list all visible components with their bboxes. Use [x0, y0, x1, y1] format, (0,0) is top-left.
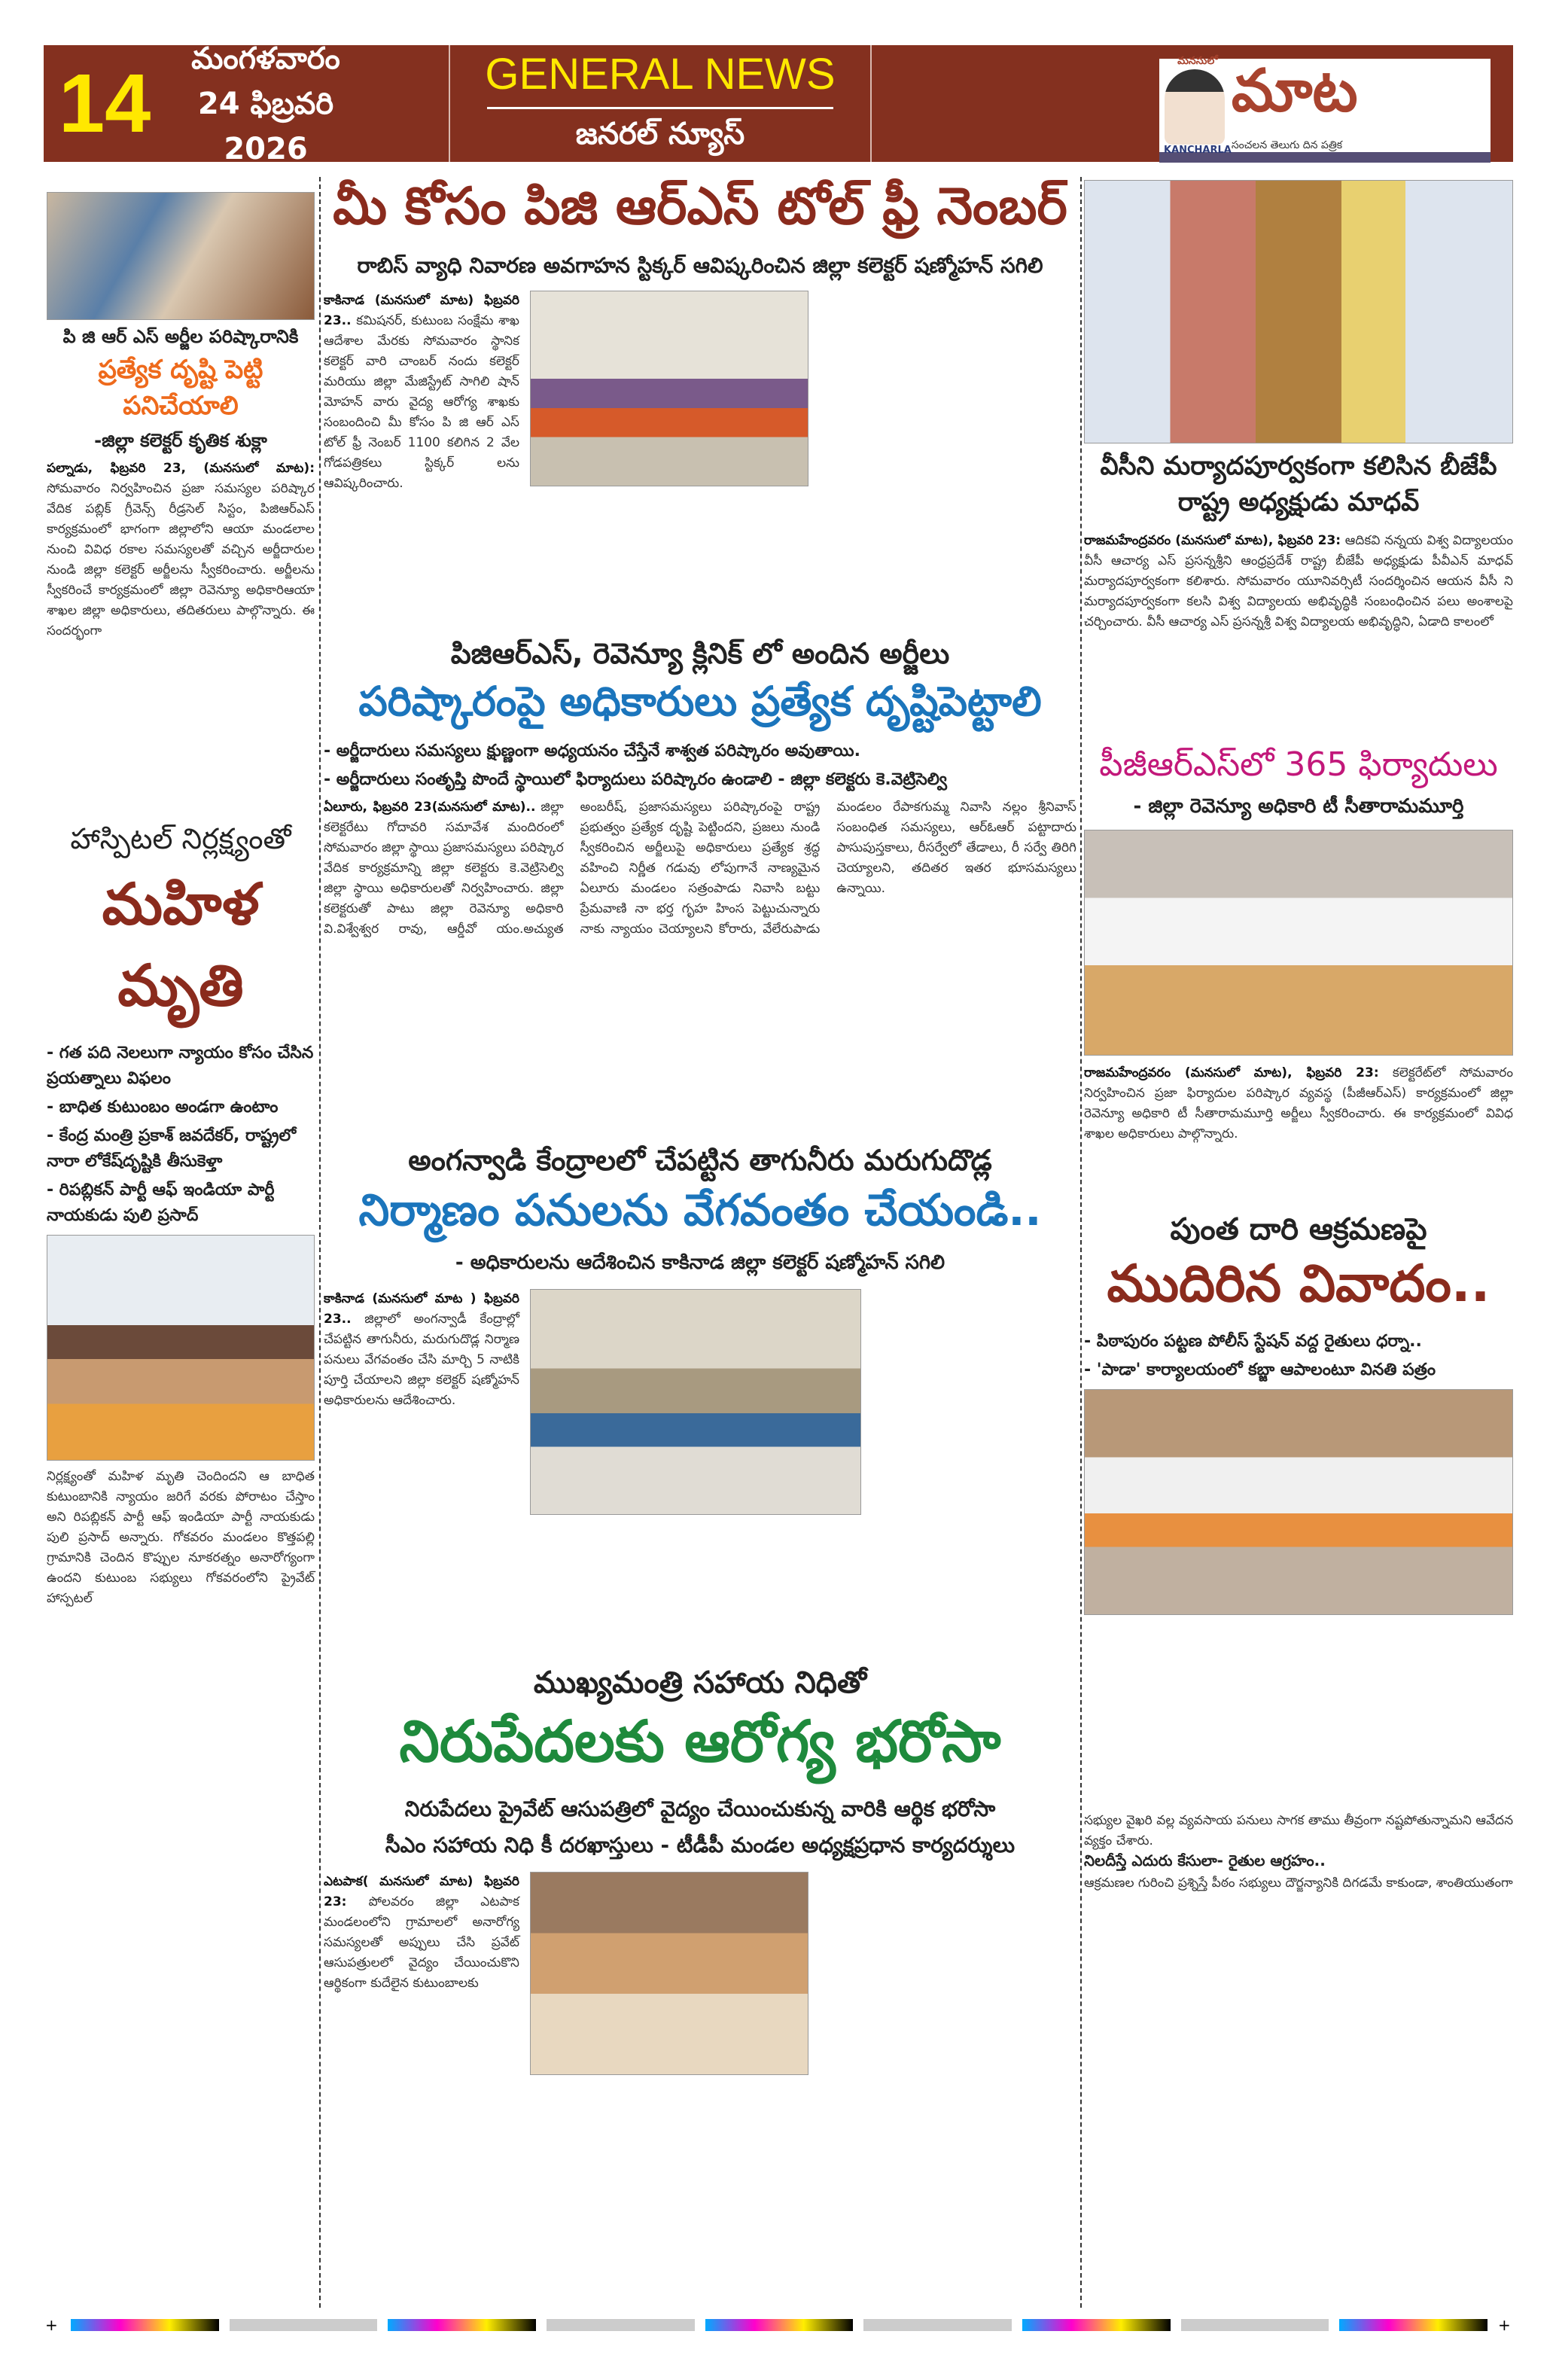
story-kicker: పిజిఆర్ఎస్, రెవెన్యూ క్లినిక్ లో అందిన అర్జీలు	[450, 637, 950, 670]
newspaper-logo	[1159, 55, 1491, 163]
dateline: ఎటపాక( మనసులో మాట) ఫిబ్రవరి 23:	[324, 1874, 519, 1909]
dateline: ఏలూరు, ఫిబ్రవరి 23(మనసులో మాట)..	[324, 800, 536, 815]
logo-tagline: సంచలన తెలుగు దిన పత్రిక	[1231, 139, 1343, 151]
story-body: నిర్లక్ష్యంతో మహిళ మృతి చెందిందని ఆ బాధిత కుటుంబానికి న్యాయం జరిగే వరకు పోరాటం చేస్తాం అని రిపబ్లికన్ పార్టీ ఆఫ్ ఇండియా పార్టీ నాయకుడు పులి ప్రసాద్ అన్నారు. గోకవరం మండలం కొత్తపల్లి గ్రామానికి చెందిన కొప్పుల నూకరత్నం అనారోగ్యంగా ఉందని కుటుంబ సభ్యులు గోకవరంలోని ప్రైవేట్ హాస్పటల్	[47, 1469, 315, 1606]
masthead	[44, 41, 1513, 166]
dateline: రాజమహేంద్రవరం (మనసులో మాట), ఫిబ్రవరి 23:	[1084, 533, 1341, 548]
story-body: కమిషనర్, కుటుంబ సంక్షేమ శాఖ ఆదేశాల మేరకు సోమవారం స్థానిక కలెక్టర్ వారి చాంబర్ నందు కలెక్టర్ మరియు జిల్లా మేజిస్ట్రేట్ సాగిలి షాన్ మోహన్ వారు వైద్య ఆరోగ్య శాఖకు సంబందించి మీ కోసం పి జి ఆర్ ఎస్ టోల్ ఫ్రీ నెంబర్ 1100 కలిగిన 2 వేల గోడపత్రికలు స్టిక్కర్ లను ఆవిష్కరించారు.	[324, 313, 520, 491]
story-headline: నిరుపేదలకు ఆరోగ్య భరోసా	[399, 1708, 1001, 1775]
story-byline: - అధికారులను ఆదేశించిన కాకినాడ జిల్లా కలెక్టర్ షణ్మోహన్ సగిలి	[455, 1251, 945, 1274]
story-subheading: నిలదీస్తే ఎదురు కేసులా- రైతుల ఆగ్రహం..	[1084, 1851, 1326, 1870]
story-body: ఆదికవి నన్నయ విశ్వ విద్యాలయం వీసీ ఆచార్య ఎస్ ప్రసన్నశ్రీని ఆంధ్రప్రదేశ్ రాష్ట్ర బీజేపీ అధ్యక్షుడు పీవీఎన్ మాధవ్ మర్యాదపూర్వకంగా కలిశారు. సోమవారం యూనివర్సిటీ సందర్శించిన ఆయన వీసీ ని మర్యాదపూర్వకంగా కలసి విశ్వ విద్యాలయ అభివృద్ధికి సంబంధించిన పలు అంశాలపై చర్చించారు. వీసీ ఆచార్య ఎస్ ప్రసన్నశ్రీ విశ్వ విద్యాలయ అభివృద్ధిని, ఏడాది కాలంలో	[1084, 533, 1513, 629]
story-body: జిల్లా కలెక్టరేటు గోదావరి సమావేశ మందిరంలో సోమవారం జిల్లా స్థాయి ప్రజాసమస్యలు పరిష్కార వేదిక కార్యక్రమాన్ని జిల్లా కలెక్టరు కె.వెట్రిసెల్వి జిల్లా స్థాయి అధికారులతో నిర్వహించారు. జిల్లా కలెక్టరుతో పాటు జిల్లా రెవెన్యూ అధికారి వి.విశ్వేశ్వర రావు, ఆర్డీవో యం.అచ్యుత అంబరీష్, ప్రజాసమస్యలు పరిష్కారంపై రాష్ట్ర ప్రభుత్వం ప్రత్యేక దృష్టి పెట్టిందని, ప్రజలు నుండి స్వీకరించిన అర్జీలుపై అధికారులు ప్రత్యేక శ్రద్ధ వహించి నిర్ణీత గడువు లోపుగానే నాణ్యమైన ఏలూరు మండలం సత్రంపాడు నివాసి బట్టు ప్రేమవాణి నా భర్త గృహ హింస పెట్టుచున్నారు నాకు న్యాయం చెయ్యాలని కోరారు, వేలేరుపాడు మండలం రేపాకగుమ్మ నివాసి నల్లం శ్రీనివాస్ సంబంధిత సమస్యలు, ఆర్ఓఆర్ పట్టాదారు పాసుపుస్తకాలు, రీసర్వేలో తేడాలు, రీ సర్వే తిరిగి చెయ్యాలని, తదితర ఇతర భూసమస్యలు ఉన్నాయి.	[324, 800, 1076, 937]
section-title-te: జనరల్ న్యూస్	[575, 116, 745, 151]
story-bullet: - పిఠాపురం పట్టణ పోలీస్ స్టేషన్ వద్ద రైతులు ధర్నా..	[1084, 1332, 1422, 1351]
meeting-photo	[530, 1289, 861, 1515]
logo-main: మాట	[1231, 57, 1358, 125]
story-headline: మీ కోసం పిజి ఆర్ఎస్ టోల్ ఫ్రీ నెంబర్	[333, 177, 1067, 236]
day: మంగళవారం	[191, 41, 340, 76]
story-headline: మహిళ మృతి	[102, 870, 260, 1019]
story-bullet: - బాధిత కుటుంబం అండగా ఉంటాం	[47, 1098, 279, 1117]
portrait-photo	[47, 1235, 315, 1461]
story-bullet: - అర్జీదారులు సమస్యలు క్షుణ్ణంగా అధ్యయనం చేస్తేనే శాశ్వత పరిష్కారం అవుతాయి.	[324, 742, 860, 760]
color-registration-bar: + +	[45, 2316, 1511, 2334]
story-byline: -జిల్లా కలెక్టర్ కృతిక శుక్లా	[94, 430, 267, 451]
section-title	[450, 45, 872, 162]
story-body: జిల్లాలో అంగన్వాడీ కేంద్రాల్లో చేపట్టిన తాగునీరు, మరుగుదొడ్ల నిర్మాణ పనులు వేగవంతం చేసి మార్చి 5 నాటికి పూర్తి చేయాలని జిల్లా కలెక్టర్ షణ్మోహన్ అధికారులను ఆదేశించారు.	[324, 1312, 519, 1408]
column-rule	[1080, 177, 1082, 2308]
story-subhead: సీఎం సహాయ నిధి కీ దరఖాస్తులు - టీడీపీ మండల అధ్యక్షప్రధాన కార్యదర్శులు	[385, 1833, 1016, 1857]
right-column	[1084, 177, 1513, 1894]
date: 24 ఫిబ్రవరి 2026	[197, 86, 334, 166]
left-column	[47, 177, 315, 1609]
story-kicker: ముఖ్యమంత్రి సహాయ నిధితో	[533, 1665, 867, 1700]
logo-brand: KANCHARLA	[1164, 145, 1232, 156]
dateline: కాకినాడ (మనసులో మాట ) ఫిబ్రవరి 23..	[324, 1291, 519, 1327]
news-photo	[530, 291, 808, 486]
story-headline: నిర్మాణం పనులను వేగవంతం చేయండి..	[358, 1184, 1042, 1236]
portrait-icon	[1165, 69, 1225, 145]
story-headline: ముదిరిన వివాదం..	[1107, 1254, 1491, 1314]
story-headline: వీసీని మర్యాదపూర్వకంగా కలిసిన బీజేపీ రాష్ట్ర అధ్యక్షుడు మాధవ్	[1100, 451, 1497, 517]
divider	[487, 107, 833, 109]
news-photo	[47, 192, 315, 320]
story-kicker: హాస్పిటల్ నిర్లక్ష్యంతో	[70, 822, 291, 855]
story-body: కలెక్టరేట్‌లో సోమవారం నిర్వహించిన ప్రజా ఫిర్యాదుల పరిష్కార వ్యవస్థ (పీజీఆర్ఎస్) కార్యక్రమంలో జిల్లా రెవెన్యూ అధికారి టీ సీతారామమూర్తి అర్జీలు స్వీకరించారు. ఈ కార్యక్రమంలో వివిధ శాఖల అధికారులు పాల్గొన్నారు.	[1084, 1065, 1513, 1141]
story-kicker: అంగన్వాడి కేంద్రాలలో చేపట్టిన తాగునీరు మరుగుదొడ్ల	[408, 1144, 992, 1177]
news-photo	[1084, 830, 1513, 1056]
story-byline: - జిల్లా రెవెన్యూ అధికారి టీ సీతారామమూర్తి	[1133, 795, 1464, 818]
dateline: రాజమహేంద్రవరం (మనసులో మాట), ఫిబ్రవరి 23:	[1084, 1065, 1379, 1080]
column-rule	[319, 177, 321, 2308]
section-title-en: GENERAL NEWS	[485, 49, 836, 99]
dateline: పల్నాడు, ఫిబ్రవరి 23, (మనసులో మాట):	[47, 461, 315, 476]
story-bullet: - గత పది నెలలుగా న్యాయం కోసం చేసిన ప్రయత్నాలు విఫలం	[47, 1044, 314, 1088]
story-bullet: - రిపబ్లికన్ పార్టీ ఆఫ్ ఇండియా పార్టీ నాయకుడు పులి ప్రసాద్	[47, 1181, 275, 1225]
story-headline: పరిష్కారంపై అధికారులు ప్రత్యేక దృష్టిపెట్టాలి	[358, 678, 1042, 725]
story-body: పోలవరం జిల్లా ఎటపాక మండలంలోని గ్రామాలలో అనారోగ్య సమస్యలతో అప్పులు చేసి ప్రవేట్ ఆసుపత్రులలో వైద్యం చేయించుకొని ఆర్థికంగా కుదేలైన కుటుంబాలకు	[324, 1894, 519, 1991]
story-bullet: - అర్జీదారులు సంతృప్తి పొందే స్థాయిలో ఫిర్యాదులు పరిష్కారం ఉండాలి - జిల్లా కలెక్టరు కె.వెట్రిసెల్వి	[324, 770, 947, 789]
story-bullet: - కేంద్ర మంత్రి ప్రకాశ్ జవదేకర్, రాష్ట్రలో నారా లోకేష్‌దృష్టికి తీసుకెళ్తా	[47, 1126, 297, 1171]
story-body: సోమవారం నిర్వహించిన ప్రజా సమస్యల పరిష్కార వేదిక పబ్లిక్ గ్రీవెన్స్ రీడ్రసెల్ సిస్టం, పిజిఆర్ఎస్ కార్యక్రమంలో భాగంగా జిల్లాలోని ఆయా మండలాల నుంచి వివిధ రకాల సమస్యలతో వచ్చిన అర్జీదారుల నుండి జిల్లా కలెక్టర్ అర్జీలను స్వీకరించారు. అర్జీలను స్వీకరించే కార్యక్రమంలో జిల్లా రెవెన్యూ అధికారిఆయా శాఖల జిల్లా అధికారులు, తదితరులు పాల్గొన్నారు. ఈ సందర్భంగా	[47, 481, 315, 638]
story-subhead: రాబిస్ వ్యాధి నివారణ అవగాహన స్టిక్కర్ ఆవిష్కరించిన జిల్లా కలెక్టర్ షణ్మోహన్ సగిలి	[357, 253, 1043, 278]
dateline: కాకినాడ (మనసులో మాట) ఫిబ్రవరి 23..	[324, 293, 519, 328]
middle-column	[324, 177, 1076, 2075]
story-body: ఆక్రమణల గురించి ప్రశ్నిస్తే పీఠం సభ్యులు దౌర్జన్యానికి దిగడమే కాకుండా, శాంతియుతంగా	[1084, 1876, 1513, 1891]
page-number: 14	[59, 57, 151, 150]
story-subhead: నిరుపేదలు ప్రైవేట్ ఆసుపత్రిలో వైద్యం చేయించుకున్న వారికి ఆర్థిక భరోసా	[404, 1796, 996, 1821]
news-photo	[530, 1872, 808, 2075]
story-kicker: పుంత దారి ఆక్రమణపై	[1170, 1212, 1427, 1247]
logo-top: మనసులో	[1177, 55, 1218, 67]
story-bullet: - 'పాడా' కార్యాలయంలో కబ్జా ఆపాలంటూ వినతి పత్రం	[1084, 1361, 1436, 1379]
story-headline: ప్రత్యేక దృష్టి పెట్టి పనిచేయాలి	[98, 355, 263, 421]
news-photo	[1084, 180, 1513, 443]
story-headline: పీజీఆర్ఎస్‌లో 365 ఫిర్యాదులు	[1099, 745, 1498, 784]
story-kicker: పి జి ఆర్ ఎస్ అర్జీల పరిష్కారానికి	[62, 326, 299, 347]
news-photo	[1084, 1389, 1513, 1615]
story-body: సభ్యుల వైఖరి వల్ల వ్యవసాయ పనులు సాగక తాము తీవ్రంగా నష్టపోతున్నామని ఆవేదన వ్యక్తం చేశారు.	[1084, 1813, 1513, 1848]
page-info	[44, 41, 450, 166]
